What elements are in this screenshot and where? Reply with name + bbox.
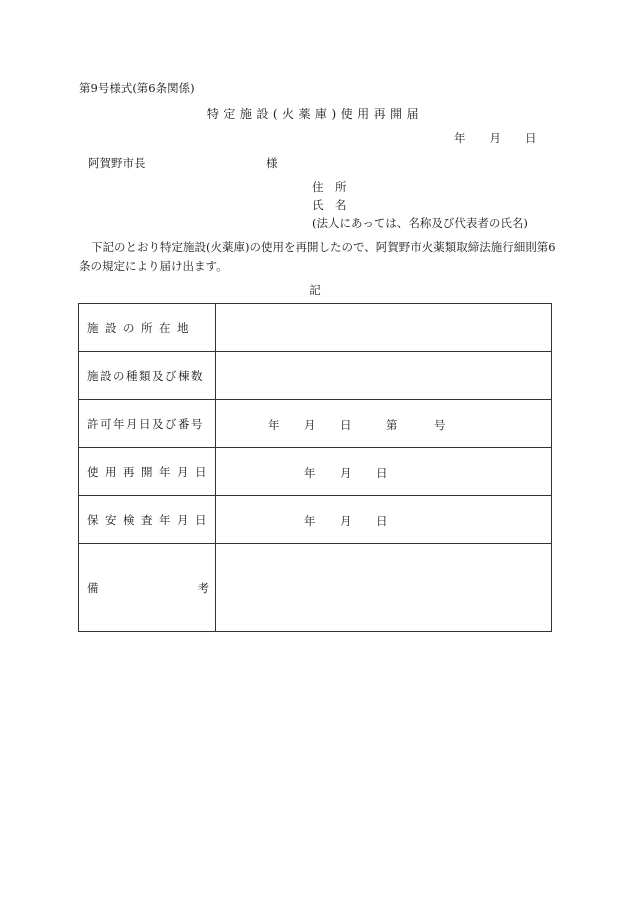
resume-month: 月	[340, 465, 352, 480]
resume-date-label: 使用再開年月日	[79, 448, 216, 496]
resume-day: 日	[376, 465, 388, 480]
remarks-label-left: 備	[87, 580, 99, 595]
resume-year: 年	[304, 465, 316, 480]
remarks-label-right: 考	[197, 580, 209, 595]
inspection-date-label: 保安検査年月日	[79, 496, 216, 544]
table-row	[79, 544, 552, 632]
honorific: 様	[266, 156, 278, 170]
resume-date-field[interactable]	[216, 448, 552, 496]
location-label: 施設の所在地	[79, 304, 216, 352]
inspection-year: 年	[304, 513, 316, 528]
ki-heading: 記	[309, 283, 321, 297]
details-table	[78, 303, 552, 632]
name-label: 氏 名	[312, 198, 347, 212]
date-year: 年	[454, 131, 466, 145]
applicant-block	[312, 178, 528, 232]
permit-label: 許可年月日及び番号	[79, 400, 216, 448]
table-row	[79, 400, 552, 448]
address-label: 住 所	[312, 180, 347, 194]
remarks-label	[79, 544, 216, 632]
facility-type-field[interactable]	[216, 352, 552, 400]
remarks-field[interactable]	[216, 544, 552, 632]
table-row	[79, 352, 552, 400]
permit-year: 年	[268, 417, 280, 432]
permit-day: 日	[340, 417, 352, 432]
table-row	[79, 304, 552, 352]
permit-dai: 第	[386, 417, 398, 432]
body-text: 下記のとおり特定施設(火薬庫)の使用を再開したので、阿賀野市火薬類取締法施行細則第6条の規定により届け出ます。	[79, 240, 556, 273]
submission-date	[454, 130, 537, 146]
permit-month: 月	[304, 417, 316, 432]
date-day: 日	[525, 131, 537, 145]
addressee: 阿賀野市長	[88, 156, 146, 170]
document-title: 特定施設(火薬庫)使用再開届	[206, 107, 424, 121]
permit-field[interactable]	[216, 400, 552, 448]
inspection-month: 月	[340, 513, 352, 528]
table-row	[79, 496, 552, 544]
corporate-note: (法人にあっては、名称及び代表者の氏名)	[312, 216, 528, 230]
inspection-day: 日	[376, 513, 388, 528]
form-number: 第9号様式(第6条関係)	[79, 81, 195, 95]
permit-go: 号	[434, 417, 446, 432]
facility-type-label: 施設の種類及び棟数	[79, 352, 216, 400]
inspection-date-field[interactable]	[216, 496, 552, 544]
date-month: 月	[489, 131, 501, 145]
table-row	[79, 448, 552, 496]
location-field[interactable]	[216, 304, 552, 352]
